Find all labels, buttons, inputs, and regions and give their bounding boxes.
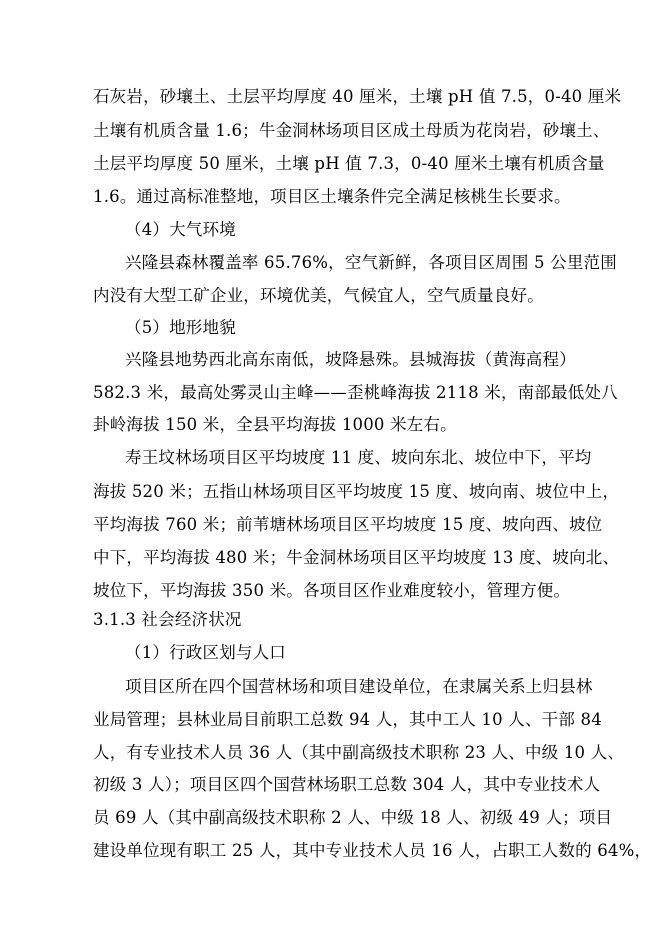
text-line: 卦岭海拔 150 米，全县平均海拔 1000 米左右。 xyxy=(93,415,457,434)
section-heading: （5）地形地貌 xyxy=(125,318,236,337)
text-line: 兴隆县地势西北高东南低，坡降悬殊。县城海拔（黄海高程） xyxy=(125,350,576,369)
text-line: 石灰岩，砂壤土、土层平均厚度 40 厘米，土壤 pH 值 7.5，0-40 厘米 xyxy=(93,87,622,106)
text-line: 初级 3 人）；项目区四个国营林场职工总数 304 人，其中专业技术人 xyxy=(93,775,601,794)
text-line: 人，有专业技术人员 36 人（其中副高级技术职称 23 人、中级 10 人、 xyxy=(93,743,625,762)
text-line: 土壤有机质含量 1.6；牛金洞林场项目区成土母质为花岗岩，砂壤土、 xyxy=(93,121,610,140)
text-line: 员 69 人（其中副高级技术职称 2 人、中级 18 人、初级 49 人；项目 xyxy=(93,808,613,827)
section-heading: （1）行政区划与人口 xyxy=(125,643,286,662)
text-line: 建设单位现有职工 25 人，其中专业技术人员 16 人，占职工人数的 64%， xyxy=(93,841,652,860)
text-line: 1.6。通过高标准整地，项目区土壤条件完全满足核桃生长要求。 xyxy=(93,187,571,206)
text-line: 土层平均厚度 50 厘米，土壤 pH 值 7.3，0-40 厘米土壤有机质含量 xyxy=(93,154,605,173)
text-line: 海拔 520 米；五指山林场项目区平均坡度 15 度、坡向南、坡位中上， xyxy=(93,482,620,501)
subsection-heading: 3.1.3 社会经济状况 xyxy=(93,610,242,629)
text-line: 业局管理；县林业局目前职工总数 94 人，其中工人 10 人、干部 84 xyxy=(93,710,602,729)
text-line: 兴隆县森林覆盖率 65.76%，空气新鲜，各项目区周围 5 公里范围 xyxy=(125,253,617,272)
text-line: 内没有大型工矿企业，环境优美，气候宜人，空气质量良好。 xyxy=(93,286,544,305)
section-heading: （4）大气环境 xyxy=(125,220,236,239)
text-line: 项目区所在四个国营林场和项目建设单位，在隶属关系上归县林 xyxy=(125,677,593,696)
text-line: 坡位下，平均海拔 350 米。各项目区作业难度较小，管理方便。 xyxy=(93,581,571,600)
text-line: 平均海拔 760 米；前苇塘林场项目区平均坡度 15 度、坡向西、坡位 xyxy=(93,515,603,534)
text-line: 中下，平均海拔 480 米；牛金洞林场项目区平均坡度 13 度、坡向北、 xyxy=(93,548,620,567)
text-line: 582.3 米，最高处雾灵山主峰——歪桃峰海拔 2118 米，南部最低处八 xyxy=(93,383,618,402)
text-line: 寿王坟林场项目区平均坡度 11 度、坡向东北、坡位中下，平均 xyxy=(125,448,592,467)
